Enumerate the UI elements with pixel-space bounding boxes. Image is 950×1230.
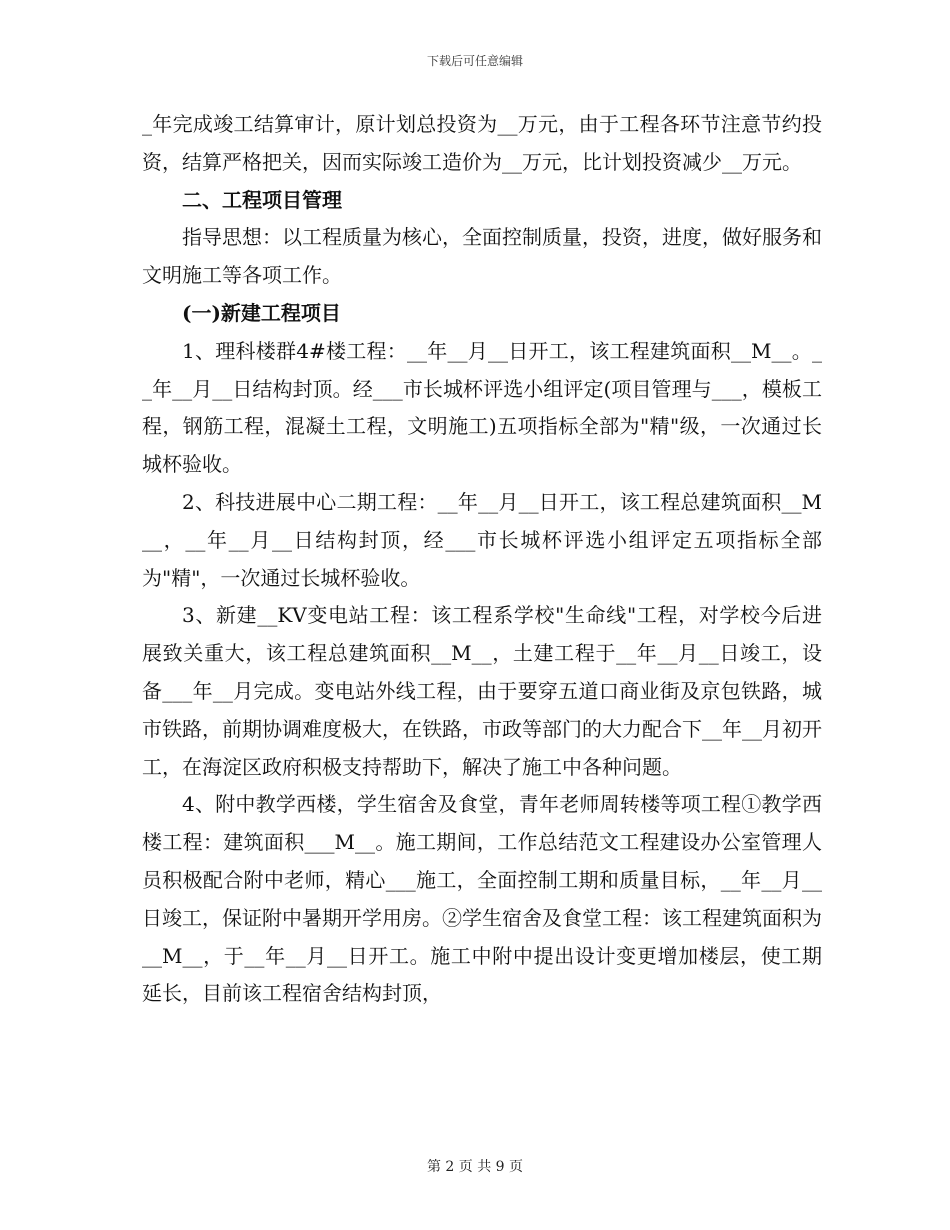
page-number: 第 2 页 共 9 页 bbox=[426, 1159, 524, 1175]
header-note: 下载后可任意编辑 bbox=[426, 54, 523, 68]
paragraph-settlement: _年完成竣工结算审计，原计划总投资为__万元，由于工程各环节注意节约投资，结算严格把关，因而实际竣工造价为__万元，比计划投资减少__万元。 bbox=[142, 112, 822, 174]
section-heading-project-management: 二、工程项目管理 bbox=[182, 187, 342, 212]
paragraph-guiding-principle: 指导思想：以工程质量为核心，全面控制质量，投资，进度，做好服务和文明施工等各项工作。 bbox=[142, 225, 822, 288]
document-body bbox=[142, 106, 822, 1013]
subsection-heading-new-projects: (一)新建工程项目 bbox=[182, 300, 341, 325]
paragraph-item-1: 1、理科楼群4#楼工程：__年__月__日开工，该工程建筑面积__M__。__年__月__日结构封顶。经___市长城杯评选小组评定(项目管理与___，模板工程，钢筋工程，混凝土工程，文明施工)五项指标全部为"精"级，一次通过长城杯验收。 bbox=[142, 338, 822, 477]
paragraph-item-4: 4、附中教学西楼，学生宿舍及食堂，青年老师周转楼等项工程①教学西楼工程：建筑面积___M__。施工期间，工作总结范文工程建设办公室管理人员积极配合附中老师，精心___施工，全面控制工期和质量目标，__年__月__日竣工，保证附中暑期开学用房。②学生宿舍及食堂工程：该工程建筑面积为__M__，于__年__月__日开工。施工中附中提出设计变更增加楼层，使工期延长，目前该工程宿舍结构封顶， bbox=[142, 792, 822, 1006]
paragraph-item-2: 2、科技进展中心二期工程：__年__月__日开工，该工程总建筑面积__M__，__年__月__日结构封顶，经___市长城杯评选小组评定五项指标全部为"精"，一次通过长城杯验收。 bbox=[142, 489, 822, 590]
paragraph-item-3: 3、新建__KV变电站工程：该工程系学校"生命线"工程，对学校今后进展致关重大，该工程总建筑面积__M__，土建工程于__年__月__日竣工，设备___年__月完成。变电站外线工程，由于要穿五道口商业街及京包铁路，城市铁路，前期协调难度极大，在铁路，市政等部门的大力配合下__年__月初开工，在海淀区政府积极支持帮助下，解决了施工中各种问题。 bbox=[142, 603, 822, 779]
